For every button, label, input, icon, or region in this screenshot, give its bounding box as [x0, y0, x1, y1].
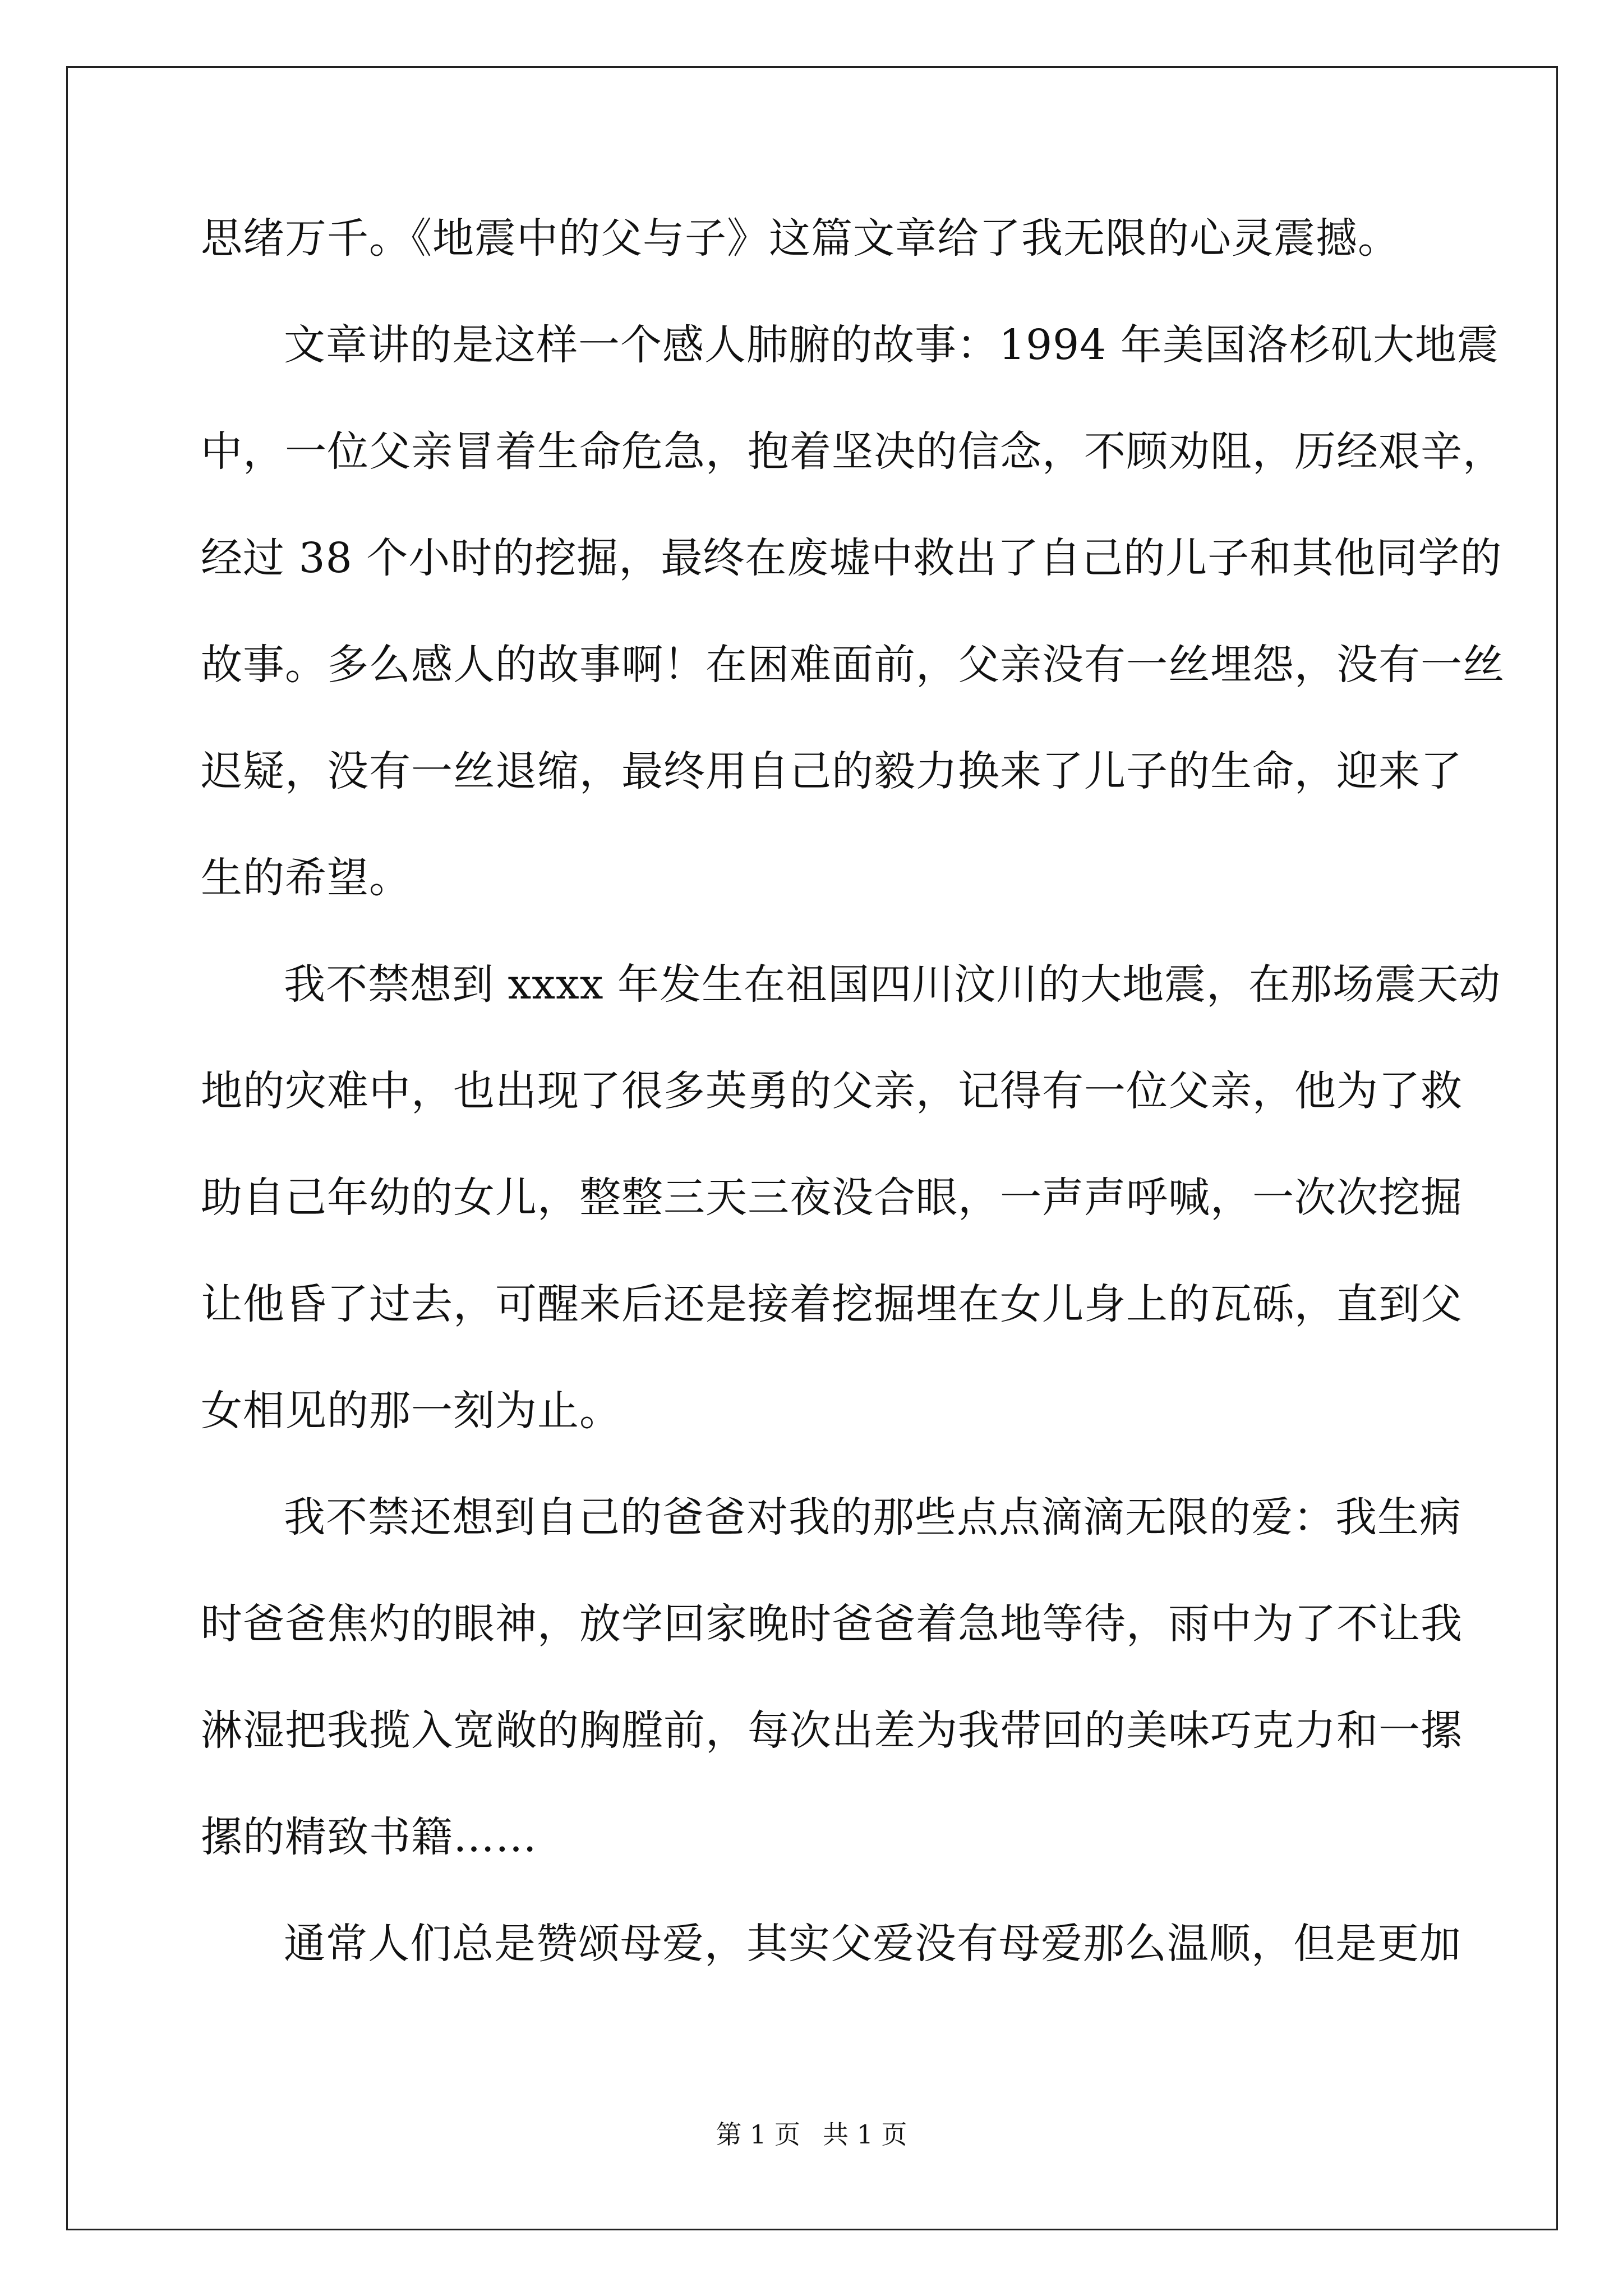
text-line: 思绪万千。《地震中的父与子》这篇文章给了我无限的心灵震撼。 — [201, 214, 1400, 263]
text-line: 助自己年幼的女儿，整整三天三夜没合眼，一声声呼喊，一次次挖掘 — [201, 1174, 1463, 1222]
page-number-total: 共 1 页 — [823, 2119, 907, 2150]
text-line: 通常人们总是赞颂母爱，其实父爱没有母爱那么温顺，但是更加 — [284, 1920, 1461, 1968]
page-footer — [0, 2118, 1623, 2151]
text-line: 我不禁想到 xxxx 年发生在祖国四川汶川的大地震，在那场震天动 — [284, 960, 1501, 1009]
text-line: 淋湿把我揽入宽敞的胸膛前，每次出差为我带回的美味巧克力和一摞 — [201, 1706, 1463, 1755]
text-line: 生的希望。 — [201, 854, 411, 902]
document-body — [201, 185, 1505, 1997]
text-line: 故事。多么感人的故事啊！在困难面前，父亲没有一丝埋怨，没有一丝 — [201, 641, 1505, 689]
text-line: 女相见的那一刻为止。 — [201, 1387, 621, 1435]
text-line: 让他昏了过去，可醒来后还是接着挖掘埋在女儿身上的瓦砾，直到父 — [201, 1280, 1463, 1328]
text-line: 迟疑，没有一丝退缩，最终用自己的毅力换来了儿子的生命，迎来了 — [201, 747, 1463, 795]
text-line: 摞的精致书籍…… — [201, 1813, 537, 1861]
text-line: 我不禁还想到自己的爸爸对我的那些点点滴滴无限的爱：我生病 — [284, 1493, 1461, 1542]
page-number-current: 第 1 页 — [716, 2119, 800, 2150]
text-line: 中，一位父亲冒着生命危急，抱着坚决的信念，不顾劝阻，历经艰辛， — [201, 427, 1505, 476]
text-line: 时爸爸焦灼的眼神，放学回家晚时爸爸着急地等待，雨中为了不让我 — [201, 1600, 1463, 1648]
text-line: 经过 38 个小时的挖掘，最终在废墟中救出了自己的儿子和其他同学的 — [201, 534, 1502, 582]
text-line: 地的灾难中，也出现了很多英勇的父亲，记得有一位父亲，他为了救 — [201, 1067, 1463, 1115]
text-line: 文章讲的是这样一个感人肺腑的故事：1994 年美国洛杉矶大地震 — [284, 321, 1499, 369]
